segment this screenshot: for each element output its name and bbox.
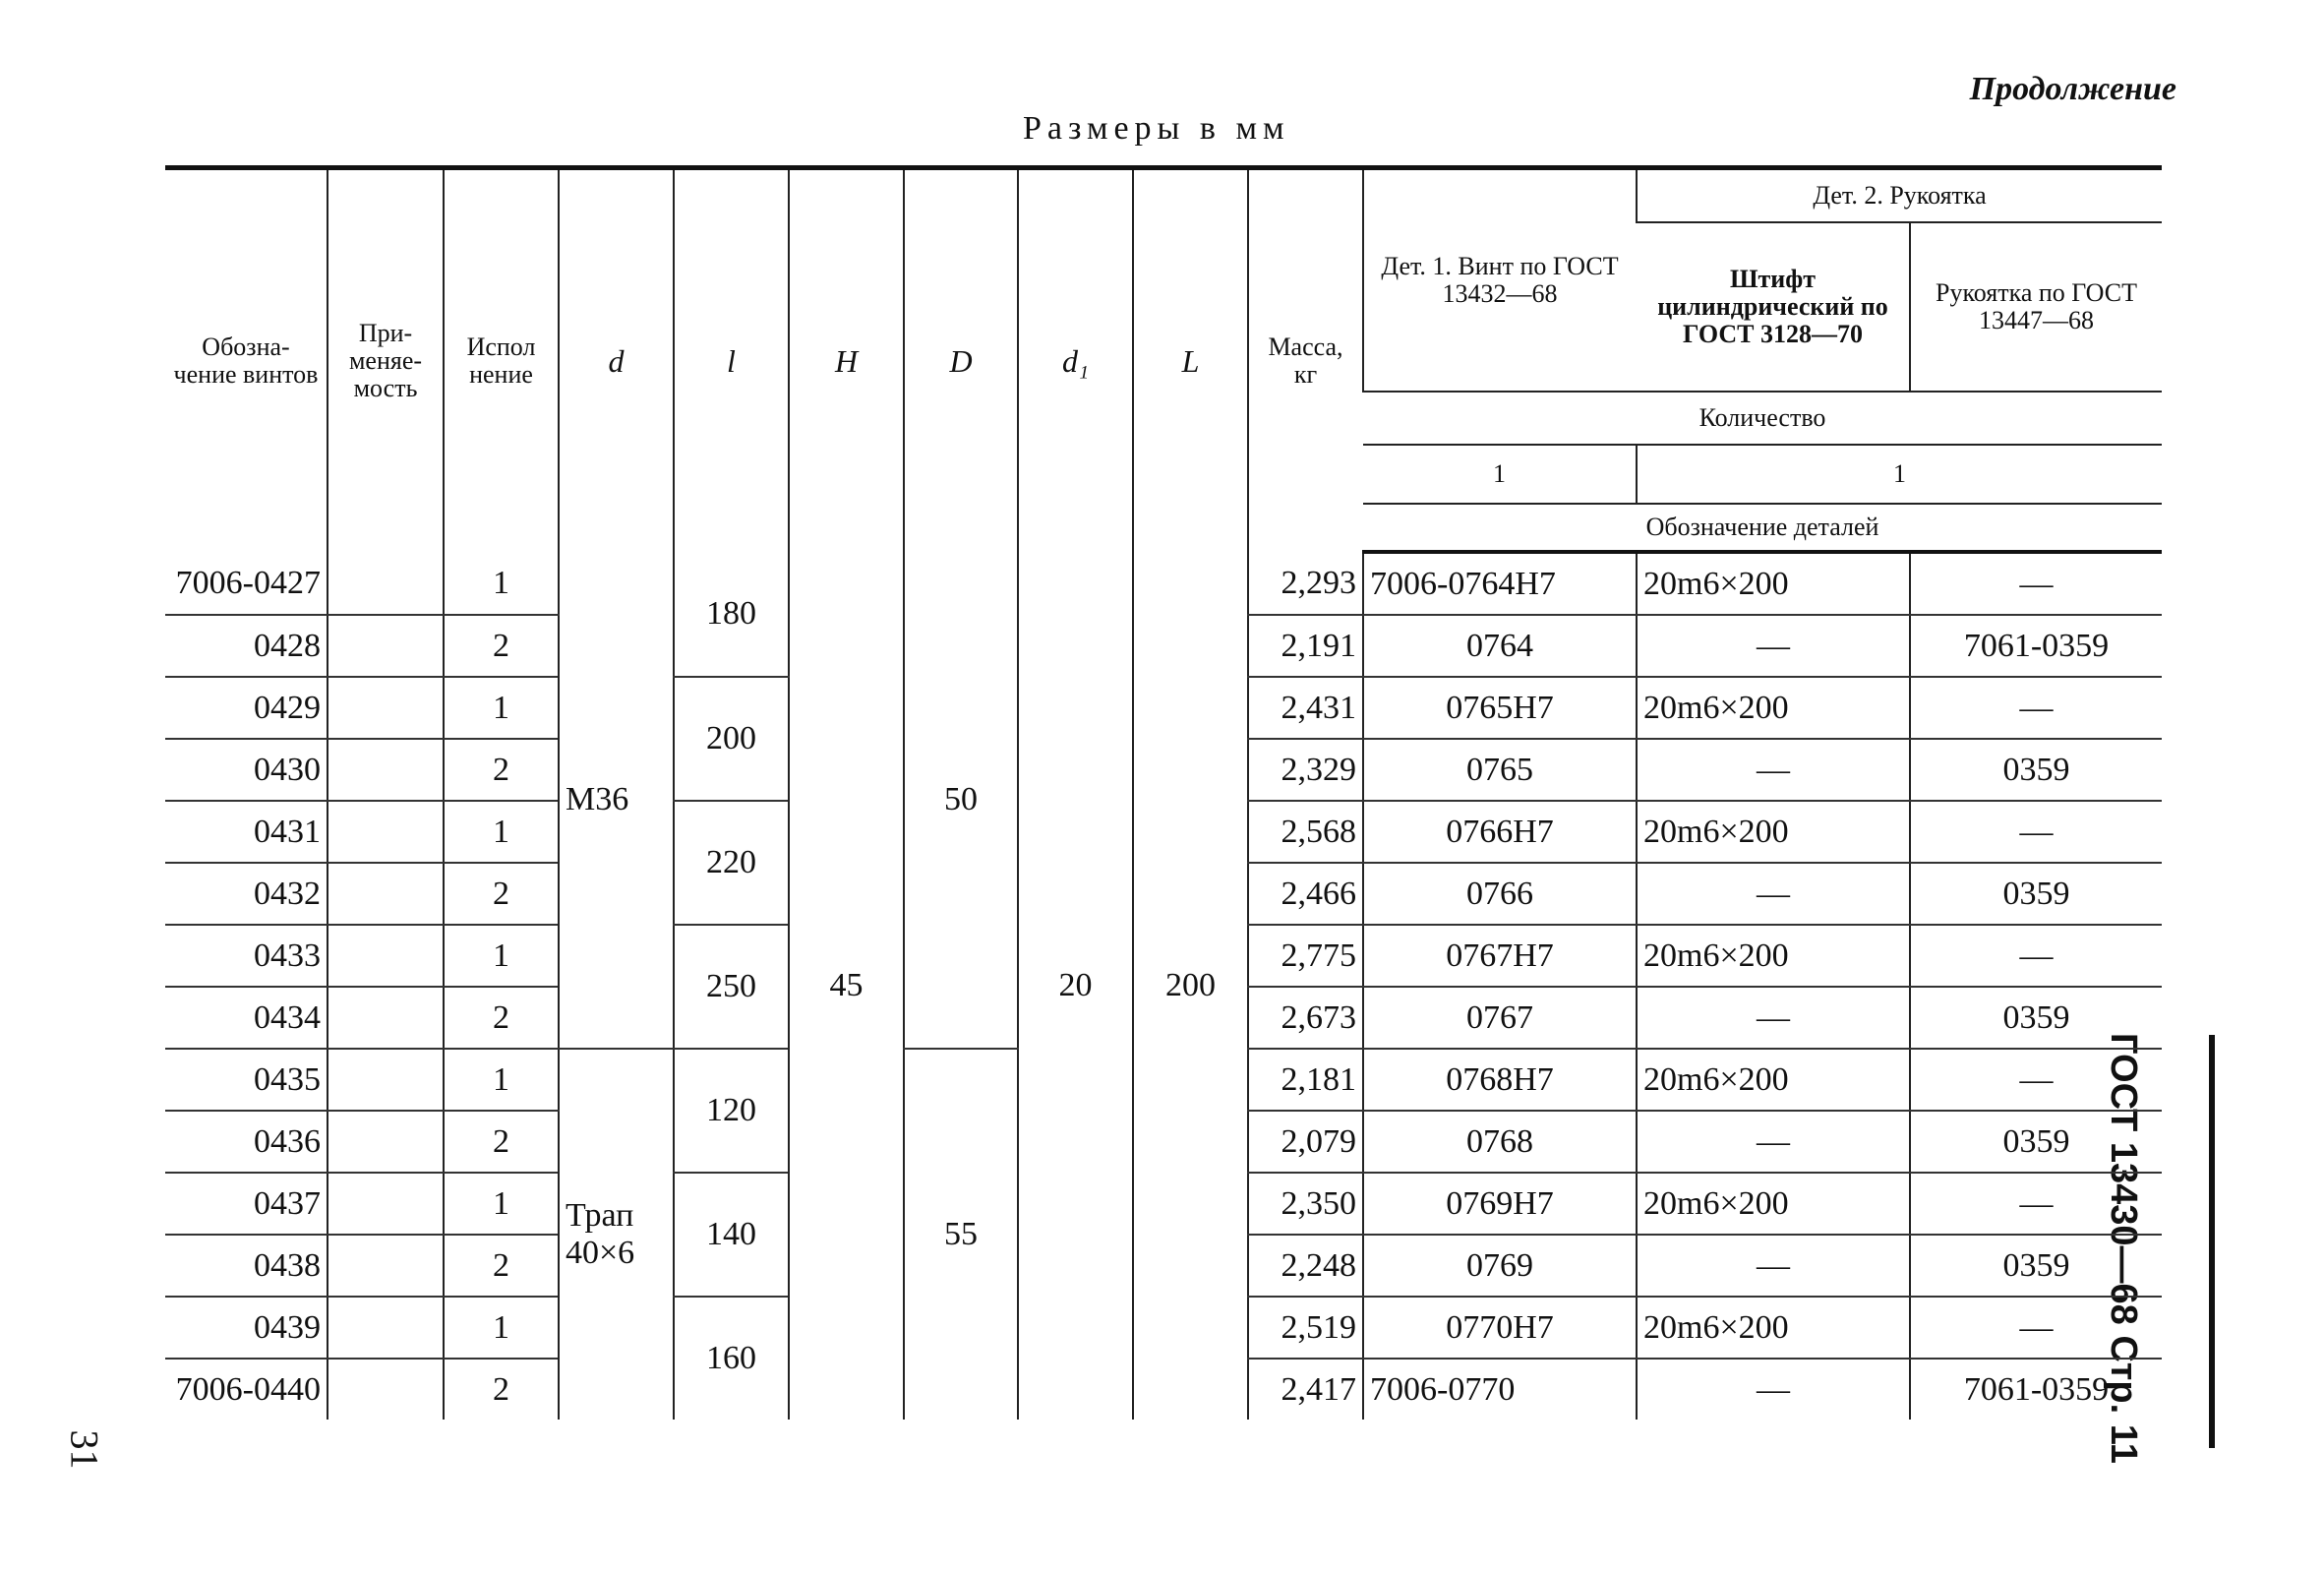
cell-screw: 0770Н7 — [1363, 1297, 1637, 1359]
cell-designation: 7006-0427 — [165, 552, 328, 615]
cell-pin: 20m6×200 — [1637, 1049, 1910, 1111]
cell-designation: 0429 — [165, 677, 328, 739]
cell-pin: — — [1637, 863, 1910, 925]
cell-handle: 0359 — [1910, 739, 2162, 801]
header-l: l — [674, 168, 789, 553]
cell-applicability — [328, 1235, 444, 1297]
cell-version: 1 — [444, 677, 559, 739]
cell-pin: — — [1637, 1235, 1910, 1297]
cell-applicability — [328, 863, 444, 925]
cell-applicability — [328, 615, 444, 677]
header-pin: Штифт цилиндрический по ГОСТ 3128—70 — [1637, 222, 1910, 392]
cell-designation: 0436 — [165, 1111, 328, 1173]
cell-screw: 0768Н7 — [1363, 1049, 1637, 1111]
cell-pin: 20m6×200 — [1637, 925, 1910, 987]
cell-version: 2 — [444, 1359, 559, 1420]
cell-applicability — [328, 552, 444, 615]
cell-mass: 2,466 — [1248, 863, 1363, 925]
cell-mass: 2,519 — [1248, 1297, 1363, 1359]
cell-mass: 2,181 — [1248, 1049, 1363, 1111]
cell-l-250: 250 — [674, 925, 789, 1049]
cell-designation: 0438 — [165, 1235, 328, 1297]
page-number: 31 — [62, 1429, 107, 1470]
cell-D-50: 50 — [904, 552, 1018, 1049]
cell-mass: 2,079 — [1248, 1111, 1363, 1173]
cell-handle: — — [1910, 1173, 2162, 1235]
cell-pin: 20m6×200 — [1637, 677, 1910, 739]
table-body — [165, 552, 2162, 1420]
cell-handle: — — [1910, 1297, 2162, 1359]
header-d: d — [559, 168, 674, 553]
cell-applicability — [328, 925, 444, 987]
table-header — [165, 168, 2162, 553]
side-stamp: ГОСТ 13430—68 Стр. 11 — [2103, 1033, 2144, 1464]
cell-pin: — — [1637, 739, 1910, 801]
cell-pin: — — [1637, 615, 1910, 677]
cell-screw: 0768 — [1363, 1111, 1637, 1173]
cell-l-120: 120 — [674, 1049, 789, 1173]
cell-d-m36: М36 — [559, 552, 674, 1049]
cell-handle: — — [1910, 552, 2162, 615]
cell-screw: 0766 — [1363, 863, 1637, 925]
cell-version: 1 — [444, 1297, 559, 1359]
cell-screw: 0767 — [1363, 987, 1637, 1049]
header-qty2: 1 — [1637, 445, 2162, 504]
cell-handle: 7061-0359 — [1910, 615, 2162, 677]
trap-line-1: Трап — [566, 1197, 634, 1234]
cell-l-140: 140 — [674, 1173, 789, 1297]
cell-L: 200 — [1133, 552, 1248, 1420]
cell-version: 1 — [444, 1049, 559, 1111]
cell-applicability — [328, 987, 444, 1049]
cell-designation: 7006-0440 — [175, 1370, 321, 1408]
cell-designation: 0430 — [165, 739, 328, 801]
cell-designation: 0439 — [165, 1297, 328, 1359]
cell-version: 1 — [444, 552, 559, 615]
cell-pin: — — [1637, 1359, 1910, 1420]
cell-applicability — [328, 801, 444, 863]
cell-handle: — — [1910, 801, 2162, 863]
specification-table — [165, 165, 2162, 1420]
cell-applicability — [328, 1111, 444, 1173]
cell-screw: 7006-0770 — [1363, 1359, 1637, 1420]
cell-screw: 0766Н7 — [1363, 801, 1637, 863]
cell-applicability — [328, 1297, 444, 1359]
cell-version: 1 — [444, 801, 559, 863]
cell-designation: 0434 — [165, 987, 328, 1049]
trap-line-2: 40×6 — [566, 1235, 635, 1271]
cell-handle: 7061-0359 — [1910, 1359, 2162, 1420]
cell-mass: 2,568 — [1248, 801, 1363, 863]
cell-pin: 20m6×200 — [1637, 801, 1910, 863]
cell-version: 2 — [444, 739, 559, 801]
cell-applicability — [328, 677, 444, 739]
continuation-label: Продолжение — [1969, 71, 2176, 107]
header-det2: Дет. 2. Рукоятка — [1637, 168, 2162, 223]
cell-version: 2 — [444, 1235, 559, 1297]
header-H: H — [789, 168, 904, 553]
cell-applicability — [328, 1359, 444, 1420]
header-quantity: Количество — [1363, 392, 2162, 445]
cell-handle: 0359 — [1910, 987, 2162, 1049]
cell-version: 1 — [444, 1173, 559, 1235]
cell-mass: 2,350 — [1248, 1173, 1363, 1235]
cell-designation: 0431 — [165, 801, 328, 863]
table-row — [165, 552, 2162, 615]
cell-d-trap — [559, 1049, 674, 1420]
cell-screw: 0769 — [1363, 1235, 1637, 1297]
cell-designation: 0435 — [165, 1049, 328, 1111]
cell-H: 45 — [789, 552, 904, 1420]
cell-handle: 0359 — [1910, 1235, 2162, 1297]
cell-handle: 0359 — [1910, 863, 2162, 925]
header-version: Испол нение — [444, 168, 559, 553]
cell-designation: 0428 — [165, 615, 328, 677]
cell-mass: 2,293 — [1248, 552, 1363, 615]
cell-pin: 20m6×200 — [1637, 1297, 1910, 1359]
cell-l-180: 180 — [674, 552, 789, 677]
cell-screw: 0769Н7 — [1363, 1173, 1637, 1235]
cell-designation: 0432 — [165, 863, 328, 925]
cell-mass: 2,417 — [1248, 1359, 1363, 1420]
cell-D-55: 55 — [904, 1049, 1018, 1420]
cell-applicability — [328, 1173, 444, 1235]
cell-mass: 2,431 — [1248, 677, 1363, 739]
cell-applicability — [328, 1049, 444, 1111]
cell-handle: — — [1910, 1049, 2162, 1111]
header-designation: Обозна-чение винтов — [165, 168, 328, 553]
table-caption: Размеры в мм — [1023, 110, 1290, 147]
cell-screw: 7006-0764Н7 — [1363, 552, 1637, 615]
cell-mass: 2,248 — [1248, 1235, 1363, 1297]
cell-handle: 0359 — [1910, 1111, 2162, 1173]
header-designation-details: Обозначение деталей — [1363, 504, 2162, 552]
cell-mass: 2,191 — [1248, 615, 1363, 677]
header-handle: Рукоятка по ГОСТ 13447—68 — [1910, 222, 2162, 392]
cell-version: 2 — [444, 615, 559, 677]
cell-screw: 0765 — [1363, 739, 1637, 801]
cell-pin: 20m6×200 — [1637, 552, 1910, 615]
cell-handle: — — [1910, 925, 2162, 987]
cell-mass: 2,673 — [1248, 987, 1363, 1049]
cell-designation: 0433 — [165, 925, 328, 987]
header-mass: Масса, кг — [1248, 168, 1363, 553]
cell-handle: — — [1910, 677, 2162, 739]
cell-l-160: 160 — [674, 1297, 789, 1420]
cell-version: 2 — [444, 987, 559, 1049]
cell-screw: 0764 — [1363, 615, 1637, 677]
header-qty1: 1 — [1363, 445, 1637, 504]
cell-l-200: 200 — [674, 677, 789, 801]
header-D: D — [904, 168, 1018, 553]
cell-screw: 0767Н7 — [1363, 925, 1637, 987]
side-stamp-divider — [2209, 1035, 2215, 1448]
cell-applicability — [328, 739, 444, 801]
cell-pin: — — [1637, 987, 1910, 1049]
header-d1: d₁ — [1018, 168, 1133, 553]
cell-version: 2 — [444, 863, 559, 925]
cell-pin: 20m6×200 — [1637, 1173, 1910, 1235]
cell-d1: 20 — [1018, 552, 1133, 1420]
header-applicability: При-меняе-мость — [328, 168, 444, 553]
cell-pin: — — [1637, 1111, 1910, 1173]
cell-version: 1 — [444, 925, 559, 987]
cell-l-220: 220 — [674, 801, 789, 925]
cell-version: 2 — [444, 1111, 559, 1173]
cell-mass: 2,329 — [1248, 739, 1363, 801]
header-det1: Дет. 1. Винт по ГОСТ 13432—68 — [1363, 168, 1637, 393]
cell-designation: 0437 — [165, 1173, 328, 1235]
cell-screw: 0765Н7 — [1363, 677, 1637, 739]
header-L: L — [1133, 168, 1248, 553]
cell-mass: 2,775 — [1248, 925, 1363, 987]
